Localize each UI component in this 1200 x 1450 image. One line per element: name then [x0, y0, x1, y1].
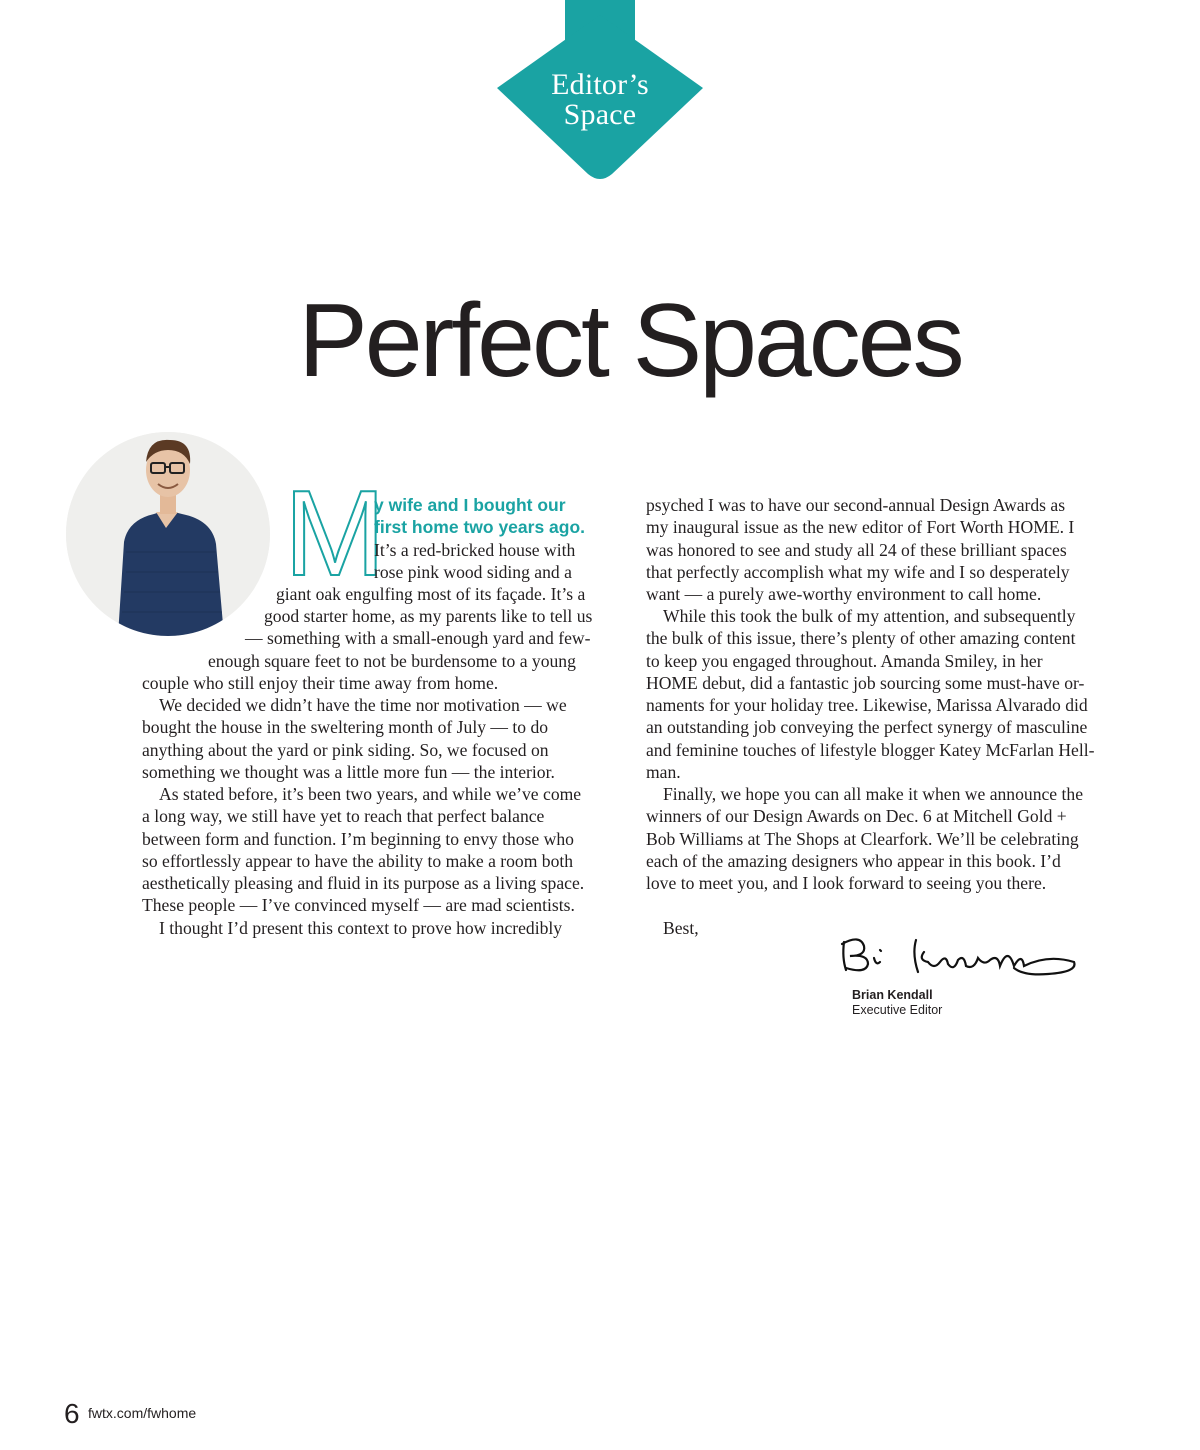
body-line: between form and function. I’m beginning to envy those who: [142, 829, 574, 849]
body-line: that perfectly accomplish what my wife and I so desperately: [646, 562, 1070, 582]
body-line: As stated before, it’s been two years, and while we’ve come: [159, 784, 582, 804]
body-line: my inaugural issue as the new editor of Fort Worth HOME. I: [646, 517, 1075, 537]
body-line: giant oak engulfing most of its façade. It’s a: [276, 584, 586, 604]
editor-photo: [66, 432, 270, 636]
body-line: love to meet you, and I look forward to seeing you there.: [646, 873, 1047, 893]
closing: Best,: [663, 918, 699, 938]
lede-line: y wife and I bought our: [374, 495, 566, 515]
footer-url: fwtx.com/fwhome: [88, 1405, 197, 1421]
body-line: couple who still enjoy their time away from home.: [142, 673, 499, 693]
body-line: We decided we didn’t have the time nor motivation — we: [159, 695, 567, 715]
body-line: bought the house in the sweltering month of July — to do: [142, 717, 549, 737]
body-line: was honored to see and study all 24 of these brilliant spaces: [646, 540, 1067, 560]
drop-cap: M: [284, 465, 386, 601]
badge-label: [500, 70, 700, 130]
body-line: something we thought was a little more fun — the interior.: [142, 762, 555, 782]
body-line: enough square feet to not be burdensome to a young: [208, 651, 576, 671]
body-line: Finally, we hope you can all make it when we announce the: [663, 784, 1083, 804]
body-line: — something with a small-enough yard and few-: [245, 628, 591, 648]
body-line: These people — I’ve convinced myself — are mad scientists.: [142, 895, 575, 915]
body-line: the bulk of this issue, there’s plenty of other amazing content: [646, 628, 1076, 648]
body-line: anything about the yard or pink siding. So, we focused on: [142, 740, 549, 760]
body-line: aesthetically pleasing and fluid in its purpose as a living space.: [142, 873, 585, 893]
body-line: want — a purely awe-worthy environment to call home.: [646, 584, 1042, 604]
body-line: Bob Williams at The Shops at Clearfork. We’ll be celebrating: [646, 829, 1079, 849]
body-line: I thought I’d present this context to prove how incredibly: [159, 918, 563, 938]
lede-line: first home two years ago.: [374, 517, 586, 537]
body-line: an outstanding job conveying the perfect synergy of masculine: [646, 717, 1088, 737]
body-line: a long way, we still have yet to reach that perfect balance: [142, 806, 545, 826]
body-line: each of the amazing designers who appear in this book. I’d: [646, 851, 1061, 871]
badge-line-2: Space: [563, 98, 637, 131]
body-line: It’s a red-bricked house with: [374, 540, 576, 560]
body-line: winners of our Design Awards on Dec. 6 at Mitchell Gold +: [646, 806, 1067, 826]
signature-name: Brian Kendall: [852, 988, 933, 1002]
badge-line-1: Editor’s: [551, 68, 649, 101]
handwritten-signature: [838, 932, 1083, 982]
body-line: to keep you engaged throughout. Amanda Smiley, in her: [646, 651, 1043, 671]
body-line: While this took the bulk of my attention, and subsequently: [663, 606, 1076, 626]
body-line: HOME debut, did a fantastic job sourcing some must-have or-: [646, 673, 1085, 693]
body-line: rose pink wood siding and a: [374, 562, 572, 582]
body-line: and feminine touches of lifestyle blogger Katey McFarlan Hell-: [646, 740, 1095, 760]
page-number: 6: [64, 1398, 80, 1429]
body-line: man.: [646, 762, 681, 782]
body-line: so effortlessly appear to have the ability to make a room both: [142, 851, 574, 871]
signature-title: Executive Editor: [852, 1003, 943, 1017]
body-line: naments for your holiday tree. Likewise, Marissa Alvarado did: [646, 695, 1088, 715]
body-line: good starter home, as my parents like to tell us: [264, 606, 593, 626]
body-line: psyched I was to have our second-annual Design Awards as: [646, 495, 1066, 515]
page-title: Perfect Spaces: [298, 283, 962, 399]
